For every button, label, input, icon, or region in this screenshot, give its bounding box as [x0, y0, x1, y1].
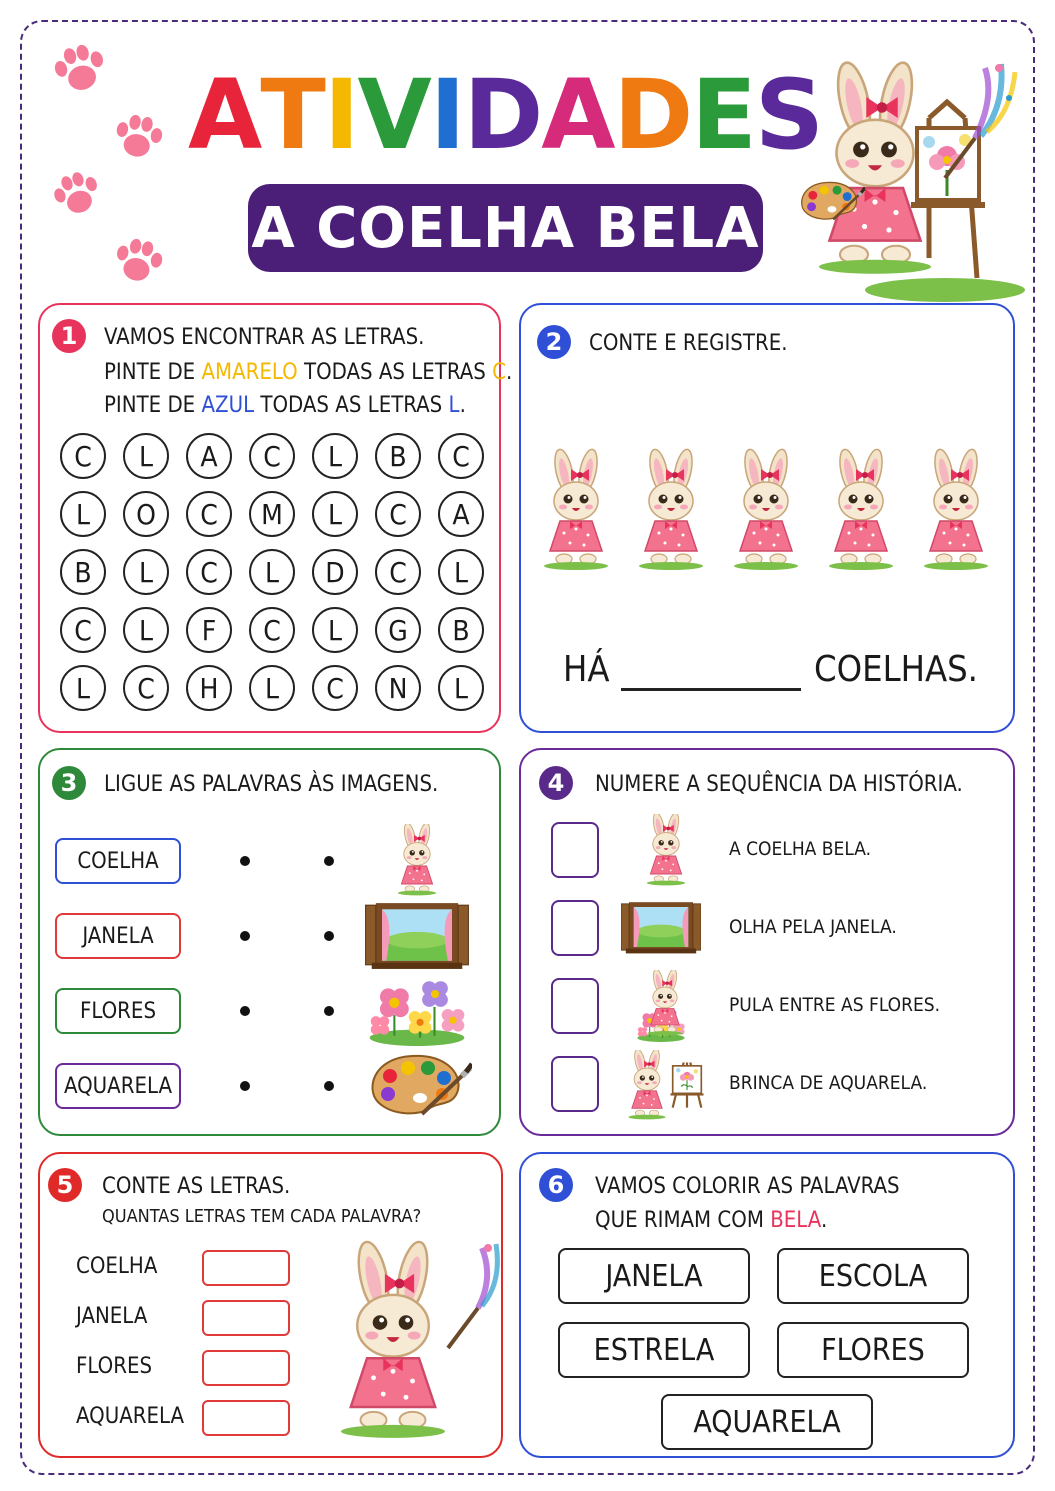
sequence-number-box[interactable] [551, 822, 599, 878]
letter-circle[interactable]: C [438, 433, 484, 479]
letter-count-box[interactable] [202, 1250, 290, 1286]
palette-icon [362, 1049, 472, 1121]
letter-circle[interactable]: L [312, 607, 358, 653]
match-dot-left[interactable] [240, 931, 250, 941]
sequence-step-text: PULA ENTRE AS FLORES. [729, 994, 941, 1016]
sequence-number-box[interactable] [551, 900, 599, 956]
window-icon [621, 892, 711, 962]
activity-4-instruction: NUMERE A SEQUÊNCIA DA HISTÓRIA. [595, 772, 963, 797]
letter-circle[interactable]: A [438, 491, 484, 537]
match-dot-left[interactable] [240, 1006, 250, 1016]
letter-circle[interactable]: L [249, 665, 295, 711]
letter-circle[interactable]: F [186, 607, 232, 653]
activity-6-instruction: VAMOS COLORIR AS PALAVRAS [595, 1174, 900, 1199]
letter-circle[interactable]: H [186, 665, 232, 711]
letter-circle[interactable]: A [186, 433, 232, 479]
letter-circle[interactable]: C [249, 433, 295, 479]
letter-circle[interactable]: L [312, 433, 358, 479]
activity-number: 4 [539, 766, 573, 800]
sequence-step-text: BRINCA DE AQUARELA. [729, 1072, 928, 1094]
letter-circle[interactable]: L [60, 491, 106, 537]
activity-1-card [38, 303, 513, 733]
match-word-box[interactable]: JANELA [55, 913, 181, 959]
letter-circle[interactable]: L [438, 549, 484, 595]
match-dot-left[interactable] [240, 856, 250, 866]
count-answer-label: HÁ [563, 649, 610, 690]
activity-number: 1 [52, 319, 86, 353]
activity-1-instruction: VAMOS ENCONTRAR AS LETRAS. [104, 325, 425, 350]
match-dot-right[interactable] [324, 1006, 334, 1016]
activity-6-card [519, 1152, 1015, 1458]
rhyme-word-box[interactable]: ESCOLA [777, 1248, 969, 1304]
letter-circle[interactable]: M [249, 491, 295, 537]
title-letter: I [429, 59, 464, 171]
title-letter: A [541, 59, 614, 171]
paw-icon [112, 235, 165, 285]
title-letter: A [188, 59, 261, 171]
bunny-icon [924, 448, 988, 570]
letter-circle[interactable]: O [123, 491, 169, 537]
sequence-step-text: OLHA PELA JANELA. [729, 916, 897, 938]
activity-4-card [519, 748, 1015, 1136]
rhyme-word-box[interactable]: ESTRELA [558, 1322, 750, 1378]
letter-count-box[interactable] [202, 1400, 290, 1436]
match-dot-right[interactable] [324, 1081, 334, 1091]
match-dot-right[interactable] [324, 931, 334, 941]
letter-circle[interactable]: C [375, 491, 421, 537]
activity-1-instruction-blue: PINTE DE AZUL TODAS AS LETRAS L. [104, 393, 466, 418]
activity-3-instruction: LIGUE AS PALAVRAS ÀS IMAGENS. [104, 772, 439, 797]
letter-circle[interactable]: C [60, 433, 106, 479]
letter-circle[interactable]: N [375, 665, 421, 711]
letter-circle[interactable]: L [123, 433, 169, 479]
paw-icon [51, 40, 110, 95]
bunny-icon [362, 824, 472, 896]
flowers-icon [362, 974, 472, 1046]
sequence-step-text: A COELHA BELA. [729, 838, 872, 860]
page-subtitle: A COELHA BELA [248, 184, 763, 272]
letter-circle[interactable]: L [312, 491, 358, 537]
bunny-painter-illustration [328, 1228, 498, 1456]
letter-circle[interactable]: C [123, 665, 169, 711]
match-word-box[interactable]: AQUARELA [55, 1063, 181, 1109]
paw-icon [113, 112, 165, 160]
activity-number: 6 [539, 1168, 573, 1202]
bunny-easel-icon [621, 1048, 711, 1118]
paw-prints-decoration [40, 40, 180, 300]
match-word-box[interactable]: COELHA [55, 838, 181, 884]
activity-5-instruction: CONTE AS LETRAS. [102, 1174, 291, 1199]
match-dot-left[interactable] [240, 1081, 250, 1091]
letter-circle[interactable]: L [438, 665, 484, 711]
letter-circle[interactable]: D [312, 549, 358, 595]
letter-circle[interactable]: C [375, 549, 421, 595]
count-word-label: COELHA [76, 1254, 158, 1279]
title-letter: D [613, 59, 692, 171]
rhyme-word-box[interactable]: FLORES [777, 1322, 969, 1378]
activity-number: 3 [52, 766, 86, 800]
activity-5-subinstruction: QUANTAS LETRAS TEM CADA PALAVRA? [102, 1206, 422, 1227]
count-answer-suffix: COELHAS. [814, 649, 978, 690]
letter-circle[interactable]: B [375, 433, 421, 479]
match-dot-right[interactable] [324, 856, 334, 866]
rhyme-word-box[interactable]: AQUARELA [661, 1394, 873, 1450]
window-icon [362, 899, 472, 971]
activity-number: 5 [48, 1168, 82, 1202]
bunny-icon [639, 448, 703, 570]
bunny-flowers-icon [621, 970, 711, 1040]
sequence-number-box[interactable] [551, 1056, 599, 1112]
count-word-label: AQUARELA [76, 1404, 185, 1429]
count-word-label: JANELA [76, 1304, 148, 1329]
activity-1-instruction-yellow: PINTE DE AMARELO TODAS AS LETRAS C. [104, 360, 513, 385]
letter-circle[interactable]: C [186, 549, 232, 595]
sequence-number-box[interactable] [551, 978, 599, 1034]
bunny-icon [544, 448, 608, 570]
bunny-icon [829, 448, 893, 570]
title-letter: S [754, 59, 822, 171]
page-title [188, 55, 822, 175]
title-letter: D [463, 59, 542, 171]
bunny-icon [734, 448, 798, 570]
letter-circle[interactable]: C [249, 607, 295, 653]
activity-number: 2 [537, 325, 571, 359]
bunny-icon [621, 814, 711, 884]
count-answer-line[interactable] [621, 688, 801, 691]
letter-circle[interactable]: B [60, 549, 106, 595]
letter-circle[interactable]: C [60, 607, 106, 653]
letter-circle[interactable]: C [186, 491, 232, 537]
letter-circle[interactable]: L [60, 665, 106, 711]
letter-circle[interactable]: B [438, 607, 484, 653]
activity-2-instruction: CONTE E REGISTRE. [589, 331, 788, 356]
rhyme-word-box[interactable]: JANELA [558, 1248, 750, 1304]
letter-circle[interactable]: C [312, 665, 358, 711]
paw-icon [49, 167, 104, 219]
letter-circle[interactable]: L [249, 549, 295, 595]
activity-6-instruction-rhyme: QUE RIMAM COM BELA. [595, 1208, 828, 1233]
title-letter: E [691, 59, 755, 171]
activity-2-card [519, 303, 1015, 733]
letter-count-box[interactable] [202, 1350, 290, 1386]
title-letter: I [323, 59, 358, 171]
title-letter: V [357, 59, 430, 171]
match-word-box[interactable]: FLORES [55, 988, 181, 1034]
activity-5-card [38, 1152, 503, 1458]
letter-count-box[interactable] [202, 1300, 290, 1336]
bunny-painter-illustration [795, 28, 1020, 303]
letter-circle[interactable]: L [123, 607, 169, 653]
bunnies-to-count [531, 431, 1011, 591]
letter-circle[interactable]: L [123, 549, 169, 595]
activity-3-card [38, 748, 501, 1136]
title-letter: T [260, 59, 324, 171]
letter-circle[interactable]: G [375, 607, 421, 653]
count-word-label: FLORES [76, 1354, 153, 1379]
